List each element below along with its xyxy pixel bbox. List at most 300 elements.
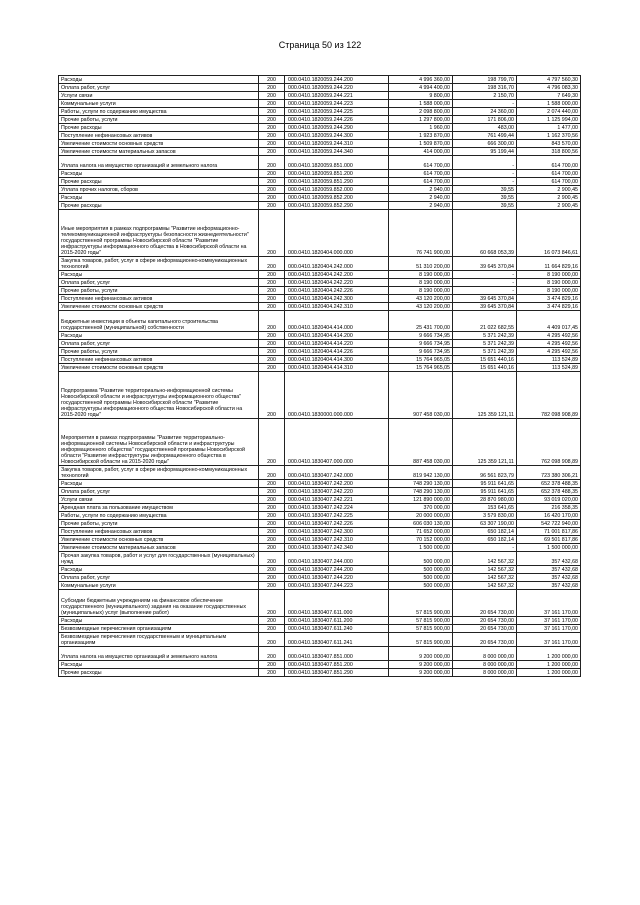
row-code-cell: 200 bbox=[259, 512, 285, 520]
row-executed-cell: 15 651 440,16 bbox=[453, 364, 517, 372]
table-row bbox=[59, 140, 581, 148]
row-executed-cell: - bbox=[453, 271, 517, 279]
row-code-cell: 200 bbox=[259, 156, 285, 170]
row-name-cell: Оплата работ, услуг bbox=[59, 340, 259, 348]
row-name-cell: Арендная плата за пользование имуществом bbox=[59, 504, 259, 512]
row-kbk-cell: 000.0410.1820059.244.310 bbox=[285, 140, 389, 148]
row-code-cell: 200 bbox=[259, 340, 285, 348]
table-row bbox=[59, 257, 581, 271]
table-row bbox=[59, 348, 581, 356]
row-name-cell: Работы, услуги по содержанию имущества bbox=[59, 108, 259, 116]
row-kbk-cell: 000.0410.1830407.244.000 bbox=[285, 552, 389, 566]
row-unexecuted-cell: 1 162 370,56 bbox=[517, 132, 581, 140]
row-kbk-cell: 000.0410.1830407.242.200 bbox=[285, 480, 389, 488]
row-executed-cell: 95 911 641,65 bbox=[453, 480, 517, 488]
row-name-cell: Мероприятия в рамках подпрограммы "Развитие территориально-информационной системы Новосибирской области и инфраструктуры информационного общества" государственной программы Новосибирской области "Развитие инфраструктуры информационного общества в Новосибирской области на 2015-2020 годы" bbox=[59, 419, 259, 466]
row-code-cell: 200 bbox=[259, 536, 285, 544]
row-kbk-cell: 000.0410.1830407.611.240 bbox=[285, 625, 389, 633]
table-row bbox=[59, 364, 581, 372]
row-kbk-cell: 000.0410.1830407.242.310 bbox=[285, 536, 389, 544]
row-kbk-cell: 000.0410.1820059.244.221 bbox=[285, 92, 389, 100]
row-unexecuted-cell: 614 700,00 bbox=[517, 156, 581, 170]
table-row bbox=[59, 295, 581, 303]
row-code-cell: 200 bbox=[259, 332, 285, 340]
row-name-cell: Прочие работы, услуги bbox=[59, 116, 259, 124]
row-unexecuted-cell: 113 524,89 bbox=[517, 356, 581, 364]
row-kbk-cell: 000.0410.1820404.242.200 bbox=[285, 271, 389, 279]
row-code-cell: 200 bbox=[259, 76, 285, 84]
row-name-cell: Безвозмездные перечисления государственным и муниципальным организациям bbox=[59, 633, 259, 647]
row-code-cell: 200 bbox=[259, 582, 285, 590]
row-unexecuted-cell: 762 098 908,89 bbox=[517, 419, 581, 466]
row-executed-cell: 666 300,00 bbox=[453, 140, 517, 148]
row-executed-cell: 142 567,32 bbox=[453, 582, 517, 590]
row-approved-cell: 414 000,00 bbox=[389, 148, 453, 156]
row-code-cell: 200 bbox=[259, 100, 285, 108]
row-executed-cell: - bbox=[453, 100, 517, 108]
row-kbk-cell: 000.0410.1820404.242.226 bbox=[285, 287, 389, 295]
row-name-cell: Расходы bbox=[59, 617, 259, 625]
row-executed-cell: 5 371 242,39 bbox=[453, 332, 517, 340]
row-executed-cell: 24 360,00 bbox=[453, 108, 517, 116]
row-code-cell: 200 bbox=[259, 488, 285, 496]
row-approved-cell: 51 310 200,00 bbox=[389, 257, 453, 271]
row-unexecuted-cell: 2 900,45 bbox=[517, 202, 581, 210]
table-row bbox=[59, 271, 581, 279]
row-executed-cell: - bbox=[453, 544, 517, 552]
row-approved-cell: 1 297 800,00 bbox=[389, 116, 453, 124]
row-kbk-cell: 000.0410.1830407.244.220 bbox=[285, 574, 389, 582]
row-code-cell: 200 bbox=[259, 348, 285, 356]
row-code-cell: 200 bbox=[259, 669, 285, 677]
row-code-cell: 200 bbox=[259, 311, 285, 332]
row-name-cell: Оплата работ, услуг bbox=[59, 84, 259, 92]
row-kbk-cell: 000.0410.1820059.244.300 bbox=[285, 132, 389, 140]
row-approved-cell: 1 960,00 bbox=[389, 124, 453, 132]
row-name-cell: Расходы bbox=[59, 194, 259, 202]
row-unexecuted-cell: 2 900,45 bbox=[517, 186, 581, 194]
row-kbk-cell: 000.0410.1820059.244.200 bbox=[285, 76, 389, 84]
row-approved-cell: 15 764 965,05 bbox=[389, 356, 453, 364]
row-unexecuted-cell: 69 501 817,86 bbox=[517, 536, 581, 544]
row-executed-cell: 142 567,32 bbox=[453, 552, 517, 566]
table-row bbox=[59, 488, 581, 496]
row-name-cell: Подпрограмма "Развитие территориально-информационной системы Новосибирской области и инфраструктуры информационного общества" государственной программы Новосибирской области "Развитие инфраструктуры информационного общества Новосибирской области на 2015-2020 годы" bbox=[59, 372, 259, 419]
row-code-cell: 200 bbox=[259, 552, 285, 566]
table-row bbox=[59, 124, 581, 132]
row-executed-cell: 95 911 641,65 bbox=[453, 488, 517, 496]
row-approved-cell: 614 700,00 bbox=[389, 178, 453, 186]
row-executed-cell: 198 799,70 bbox=[453, 76, 517, 84]
row-name-cell: Безвозмездные перечисления организациям bbox=[59, 625, 259, 633]
table-row bbox=[59, 186, 581, 194]
row-name-cell: Расходы bbox=[59, 76, 259, 84]
row-executed-cell: 96 561 823,79 bbox=[453, 466, 517, 480]
row-kbk-cell: 000.0410.1820059.244.290 bbox=[285, 124, 389, 132]
row-unexecuted-cell: 652 378 488,35 bbox=[517, 488, 581, 496]
row-approved-cell: 2 940,00 bbox=[389, 202, 453, 210]
table-body bbox=[59, 76, 581, 677]
row-name-cell: Услуги связи bbox=[59, 92, 259, 100]
row-approved-cell: 71 652 000,00 bbox=[389, 528, 453, 536]
row-code-cell: 200 bbox=[259, 303, 285, 311]
row-unexecuted-cell: 8 190 000,00 bbox=[517, 271, 581, 279]
row-kbk-cell: 000.0410.1820059.851.000 bbox=[285, 156, 389, 170]
row-kbk-cell: 000.0410.1820404.414.000 bbox=[285, 311, 389, 332]
row-unexecuted-cell: 652 378 488,35 bbox=[517, 480, 581, 488]
row-approved-cell: 43 120 200,00 bbox=[389, 295, 453, 303]
row-kbk-cell: 000.0410.1820404.414.310 bbox=[285, 364, 389, 372]
row-unexecuted-cell: 357 432,68 bbox=[517, 566, 581, 574]
row-executed-cell: 5 371 242,39 bbox=[453, 340, 517, 348]
row-executed-cell: - bbox=[453, 156, 517, 170]
row-approved-cell: 887 458 030,00 bbox=[389, 419, 453, 466]
row-approved-cell: 9 800,00 bbox=[389, 92, 453, 100]
row-code-cell: 200 bbox=[259, 108, 285, 116]
table-row bbox=[59, 528, 581, 536]
row-name-cell: Увеличение стоимости материальных запасов bbox=[59, 544, 259, 552]
row-approved-cell: 819 942 130,00 bbox=[389, 466, 453, 480]
row-unexecuted-cell: 1 125 994,00 bbox=[517, 116, 581, 124]
row-approved-cell: 1 923 870,00 bbox=[389, 132, 453, 140]
table-row bbox=[59, 194, 581, 202]
row-kbk-cell: 000.0410.1830407.242.300 bbox=[285, 528, 389, 536]
table-row bbox=[59, 76, 581, 84]
row-name-cell: Уплата прочих налогов, сборов bbox=[59, 186, 259, 194]
table-row bbox=[59, 625, 581, 633]
row-approved-cell: 2 940,00 bbox=[389, 194, 453, 202]
row-code-cell: 200 bbox=[259, 148, 285, 156]
row-name-cell: Расходы bbox=[59, 332, 259, 340]
row-unexecuted-cell: 357 432,68 bbox=[517, 582, 581, 590]
row-kbk-cell: 000.0410.1830407.242.226 bbox=[285, 520, 389, 528]
row-name-cell: Оплата работ, услуг bbox=[59, 279, 259, 287]
row-approved-cell: 500 000,00 bbox=[389, 582, 453, 590]
budget-execution-table bbox=[58, 75, 581, 677]
row-unexecuted-cell: 216 358,35 bbox=[517, 504, 581, 512]
row-unexecuted-cell: 37 161 170,00 bbox=[517, 633, 581, 647]
row-executed-cell: 8 000 000,00 bbox=[453, 661, 517, 669]
row-kbk-cell: 000.0410.1820059.851.200 bbox=[285, 170, 389, 178]
row-code-cell: 200 bbox=[259, 194, 285, 202]
row-approved-cell: 500 000,00 bbox=[389, 552, 453, 566]
row-name-cell: Увеличение стоимости основных средств bbox=[59, 364, 259, 372]
row-approved-cell: 1 509 870,00 bbox=[389, 140, 453, 148]
row-executed-cell: 5 371 242,39 bbox=[453, 348, 517, 356]
row-kbk-cell: 000.0410.1830407.611.241 bbox=[285, 633, 389, 647]
row-name-cell: Услуги связи bbox=[59, 496, 259, 504]
table-row bbox=[59, 311, 581, 332]
row-code-cell: 200 bbox=[259, 480, 285, 488]
row-name-cell: Бюджетные инвестиции в объекты капитального строительства государственной (муниципальной) собственности bbox=[59, 311, 259, 332]
row-name-cell: Прочие расходы bbox=[59, 124, 259, 132]
row-code-cell: 200 bbox=[259, 647, 285, 661]
row-kbk-cell: 000.0410.1820059.244.226 bbox=[285, 116, 389, 124]
row-unexecuted-cell: 4 295 492,56 bbox=[517, 332, 581, 340]
row-name-cell: Оплата работ, услуг bbox=[59, 574, 259, 582]
row-kbk-cell: 000.0410.1820404.414.300 bbox=[285, 356, 389, 364]
row-name-cell: Увеличение стоимости основных средств bbox=[59, 303, 259, 311]
row-approved-cell: 25 431 700,00 bbox=[389, 311, 453, 332]
row-name-cell: Расходы bbox=[59, 480, 259, 488]
row-unexecuted-cell: 843 570,00 bbox=[517, 140, 581, 148]
row-approved-cell: 748 290 130,00 bbox=[389, 488, 453, 496]
table-row bbox=[59, 480, 581, 488]
row-code-cell: 200 bbox=[259, 170, 285, 178]
row-unexecuted-cell: 4 295 492,56 bbox=[517, 340, 581, 348]
row-approved-cell: 43 120 200,00 bbox=[389, 303, 453, 311]
row-unexecuted-cell: 357 432,68 bbox=[517, 552, 581, 566]
row-executed-cell: 39,55 bbox=[453, 186, 517, 194]
row-approved-cell: 748 290 130,00 bbox=[389, 480, 453, 488]
row-kbk-cell: 000.0410.1820059.244.220 bbox=[285, 84, 389, 92]
table-row bbox=[59, 170, 581, 178]
row-approved-cell: 9 666 734,95 bbox=[389, 332, 453, 340]
row-kbk-cell: 000.0410.1820404.242.300 bbox=[285, 295, 389, 303]
row-executed-cell: 171 806,00 bbox=[453, 116, 517, 124]
row-executed-cell: 20 654 730,00 bbox=[453, 633, 517, 647]
row-code-cell: 200 bbox=[259, 210, 285, 257]
table-row bbox=[59, 332, 581, 340]
row-name-cell: Прочие расходы bbox=[59, 178, 259, 186]
row-code-cell: 200 bbox=[259, 544, 285, 552]
row-kbk-cell: 000.0410.1820059.851.290 bbox=[285, 178, 389, 186]
row-code-cell: 200 bbox=[259, 520, 285, 528]
row-executed-cell: 153 641,65 bbox=[453, 504, 517, 512]
row-code-cell: 200 bbox=[259, 566, 285, 574]
row-executed-cell: 8 000 000,00 bbox=[453, 647, 517, 661]
row-approved-cell: 614 700,00 bbox=[389, 156, 453, 170]
table-row bbox=[59, 210, 581, 257]
row-approved-cell: 20 000 000,00 bbox=[389, 512, 453, 520]
row-kbk-cell: 000.0410.1830407.242.220 bbox=[285, 488, 389, 496]
row-code-cell: 200 bbox=[259, 590, 285, 617]
row-unexecuted-cell: 4 409 017,45 bbox=[517, 311, 581, 332]
row-kbk-cell: 000.0410.1830407.000.000 bbox=[285, 419, 389, 466]
row-name-cell: Прочие работы, услуги bbox=[59, 348, 259, 356]
row-code-cell: 200 bbox=[259, 178, 285, 186]
row-name-cell: Прочие расходы bbox=[59, 202, 259, 210]
table-row bbox=[59, 590, 581, 617]
row-kbk-cell: 000.0410.1820404.414.226 bbox=[285, 348, 389, 356]
row-unexecuted-cell: 4 796 083,30 bbox=[517, 84, 581, 92]
row-code-cell: 200 bbox=[259, 466, 285, 480]
row-kbk-cell: 000.0410.1830407.242.000 bbox=[285, 466, 389, 480]
row-executed-cell: 39,55 bbox=[453, 194, 517, 202]
row-name-cell: Поступление нефинансовых активов bbox=[59, 528, 259, 536]
row-kbk-cell: 000.0410.1820404.414.200 bbox=[285, 332, 389, 340]
row-code-cell: 200 bbox=[259, 186, 285, 194]
table-row bbox=[59, 148, 581, 156]
row-kbk-cell: 000.0410.1830407.242.221 bbox=[285, 496, 389, 504]
row-name-cell: Увеличение стоимости материальных запасов bbox=[59, 148, 259, 156]
table-row bbox=[59, 574, 581, 582]
row-code-cell: 200 bbox=[259, 279, 285, 287]
row-executed-cell: - bbox=[453, 279, 517, 287]
row-unexecuted-cell: 4 797 560,30 bbox=[517, 76, 581, 84]
row-kbk-cell: 000.0410.1820404.242.310 bbox=[285, 303, 389, 311]
row-code-cell: 200 bbox=[259, 574, 285, 582]
table-row bbox=[59, 340, 581, 348]
row-kbk-cell: 000.0410.1820404.242.000 bbox=[285, 257, 389, 271]
table-row bbox=[59, 279, 581, 287]
table-row bbox=[59, 156, 581, 170]
row-kbk-cell: 000.0410.1830407.244.223 bbox=[285, 582, 389, 590]
row-unexecuted-cell: 8 190 000,00 bbox=[517, 287, 581, 295]
row-unexecuted-cell: 93 019 020,00 bbox=[517, 496, 581, 504]
row-name-cell: Субсидии бюджетным учреждениям на финансовое обеспечение государственного (муниципального) задания на оказание государственных (муниципальных) услуг (выполнение работ) bbox=[59, 590, 259, 617]
row-unexecuted-cell: 614 700,00 bbox=[517, 178, 581, 186]
row-kbk-cell: 000.0410.1830407.851.290 bbox=[285, 669, 389, 677]
row-unexecuted-cell: 4 295 492,56 bbox=[517, 348, 581, 356]
row-approved-cell: 4 996 360,00 bbox=[389, 76, 453, 84]
row-approved-cell: 57 815 900,00 bbox=[389, 590, 453, 617]
row-kbk-cell: 000.0410.1820404.242.220 bbox=[285, 279, 389, 287]
row-unexecuted-cell: 37 161 170,00 bbox=[517, 617, 581, 625]
row-approved-cell: 8 190 000,00 bbox=[389, 271, 453, 279]
row-unexecuted-cell: 16 420 170,00 bbox=[517, 512, 581, 520]
row-executed-cell: 95 199,44 bbox=[453, 148, 517, 156]
row-unexecuted-cell: 37 161 170,00 bbox=[517, 625, 581, 633]
row-executed-cell: 21 022 682,55 bbox=[453, 311, 517, 332]
row-approved-cell: 370 000,00 bbox=[389, 504, 453, 512]
row-executed-cell: 60 668 053,39 bbox=[453, 210, 517, 257]
row-name-cell: Оплата работ, услуг bbox=[59, 488, 259, 496]
row-code-cell: 200 bbox=[259, 124, 285, 132]
row-unexecuted-cell: 1 200 000,00 bbox=[517, 669, 581, 677]
row-executed-cell: 28 870 980,00 bbox=[453, 496, 517, 504]
table-row bbox=[59, 92, 581, 100]
row-kbk-cell: 000.0410.1830407.851.200 bbox=[285, 661, 389, 669]
row-executed-cell: 125 359 121,11 bbox=[453, 419, 517, 466]
row-code-cell: 200 bbox=[259, 364, 285, 372]
row-name-cell: Расходы bbox=[59, 661, 259, 669]
row-kbk-cell: 000.0410.1830407.242.225 bbox=[285, 512, 389, 520]
row-code-cell: 200 bbox=[259, 372, 285, 419]
row-name-cell: Поступление нефинансовых активов bbox=[59, 356, 259, 364]
row-kbk-cell: 000.0410.1830407.244.200 bbox=[285, 566, 389, 574]
row-unexecuted-cell: 614 700,00 bbox=[517, 170, 581, 178]
row-name-cell: Поступление нефинансовых активов bbox=[59, 295, 259, 303]
row-unexecuted-cell: 1 500 000,00 bbox=[517, 544, 581, 552]
row-executed-cell: - bbox=[453, 170, 517, 178]
row-name-cell: Расходы bbox=[59, 170, 259, 178]
row-name-cell: Уплата налога на имущество организаций и земельного налога bbox=[59, 647, 259, 661]
row-approved-cell: 9 666 734,95 bbox=[389, 340, 453, 348]
row-name-cell: Иные мероприятия в рамках подпрограммы "Развитие информационно-телекоммуникационной инфраструктуры безопасности жизнедеятельности" государственной программы Новосибирской области "Развитие инфраструктуры информационного общества в Новосибирской области на 2015-2020 годы" bbox=[59, 210, 259, 257]
table-row bbox=[59, 496, 581, 504]
row-unexecuted-cell: 71 001 817,86 bbox=[517, 528, 581, 536]
row-approved-cell: 4 994 400,00 bbox=[389, 84, 453, 92]
row-executed-cell: 483,00 bbox=[453, 124, 517, 132]
row-code-cell: 200 bbox=[259, 496, 285, 504]
table-row bbox=[59, 202, 581, 210]
row-unexecuted-cell: 542 722 940,00 bbox=[517, 520, 581, 528]
table-row bbox=[59, 287, 581, 295]
row-kbk-cell: 000.0410.1830407.611.200 bbox=[285, 617, 389, 625]
table-row bbox=[59, 100, 581, 108]
row-code-cell: 200 bbox=[259, 140, 285, 148]
row-name-cell: Уплата налога на имущество организаций и земельного налога bbox=[59, 156, 259, 170]
page-number-header: Страница 50 из 122 bbox=[278, 40, 362, 50]
row-approved-cell: 57 815 900,00 bbox=[389, 625, 453, 633]
row-executed-cell: 8 000 000,00 bbox=[453, 669, 517, 677]
row-name-cell: Закупка товаров, работ, услуг в сфере информационно-коммуникационных технологий bbox=[59, 466, 259, 480]
row-unexecuted-cell: 16 073 846,61 bbox=[517, 210, 581, 257]
table-row bbox=[59, 466, 581, 480]
row-kbk-cell: 000.0410.1830407.242.224 bbox=[285, 504, 389, 512]
row-name-cell: Расходы bbox=[59, 271, 259, 279]
row-approved-cell: 70 152 000,00 bbox=[389, 536, 453, 544]
row-approved-cell: 614 700,00 bbox=[389, 170, 453, 178]
table-row bbox=[59, 536, 581, 544]
row-code-cell: 200 bbox=[259, 356, 285, 364]
row-code-cell: 200 bbox=[259, 528, 285, 536]
row-approved-cell: 2 940,00 bbox=[389, 186, 453, 194]
row-name-cell: Поступление нефинансовых активов bbox=[59, 132, 259, 140]
row-code-cell: 200 bbox=[259, 132, 285, 140]
table-row bbox=[59, 419, 581, 466]
row-executed-cell: 20 654 730,00 bbox=[453, 625, 517, 633]
table-row bbox=[59, 132, 581, 140]
row-executed-cell: 15 651 440,16 bbox=[453, 356, 517, 364]
row-kbk-cell: 000.0410.1820059.244.340 bbox=[285, 148, 389, 156]
table-row bbox=[59, 647, 581, 661]
row-approved-cell: 500 000,00 bbox=[389, 566, 453, 574]
row-unexecuted-cell: 1 200 000,00 bbox=[517, 661, 581, 669]
row-code-cell: 200 bbox=[259, 625, 285, 633]
row-unexecuted-cell: 11 664 829,16 bbox=[517, 257, 581, 271]
row-approved-cell: 9 666 734,95 bbox=[389, 348, 453, 356]
row-approved-cell: 57 815 900,00 bbox=[389, 617, 453, 625]
row-code-cell: 200 bbox=[259, 661, 285, 669]
row-executed-cell: 39,55 bbox=[453, 202, 517, 210]
row-code-cell: 200 bbox=[259, 633, 285, 647]
row-name-cell: Увеличение стоимости основных средств bbox=[59, 140, 259, 148]
row-kbk-cell: 000.0410.1820059.852.290 bbox=[285, 202, 389, 210]
row-approved-cell: 121 890 000,00 bbox=[389, 496, 453, 504]
row-unexecuted-cell: 7 649,30 bbox=[517, 92, 581, 100]
row-code-cell: 200 bbox=[259, 116, 285, 124]
row-approved-cell: 15 764 965,05 bbox=[389, 364, 453, 372]
table-row bbox=[59, 84, 581, 92]
row-approved-cell: 9 200 000,00 bbox=[389, 647, 453, 661]
row-unexecuted-cell: 3 474 829,16 bbox=[517, 295, 581, 303]
row-kbk-cell: 000.0410.1830407.242.340 bbox=[285, 544, 389, 552]
row-code-cell: 200 bbox=[259, 617, 285, 625]
row-approved-cell: 1 588 000,00 bbox=[389, 100, 453, 108]
table-row bbox=[59, 661, 581, 669]
budget-table-container bbox=[58, 75, 580, 677]
row-unexecuted-cell: 723 380 306,21 bbox=[517, 466, 581, 480]
row-executed-cell: 650 182,14 bbox=[453, 528, 517, 536]
row-approved-cell: 9 200 000,00 bbox=[389, 669, 453, 677]
row-code-cell: 200 bbox=[259, 419, 285, 466]
row-executed-cell: 142 567,32 bbox=[453, 574, 517, 582]
row-approved-cell: 76 741 900,00 bbox=[389, 210, 453, 257]
table-row bbox=[59, 504, 581, 512]
row-unexecuted-cell: 1 200 000,00 bbox=[517, 647, 581, 661]
row-kbk-cell: 000.0410.1820059.244.225 bbox=[285, 108, 389, 116]
row-name-cell: Расходы bbox=[59, 566, 259, 574]
row-executed-cell: 761 499,44 bbox=[453, 132, 517, 140]
table-row bbox=[59, 372, 581, 419]
row-executed-cell: 39 645 370,84 bbox=[453, 295, 517, 303]
row-kbk-cell: 000.0410.1820059.244.223 bbox=[285, 100, 389, 108]
row-executed-cell: 63 307 190,00 bbox=[453, 520, 517, 528]
table-row bbox=[59, 582, 581, 590]
row-name-cell: Прочие расходы bbox=[59, 669, 259, 677]
